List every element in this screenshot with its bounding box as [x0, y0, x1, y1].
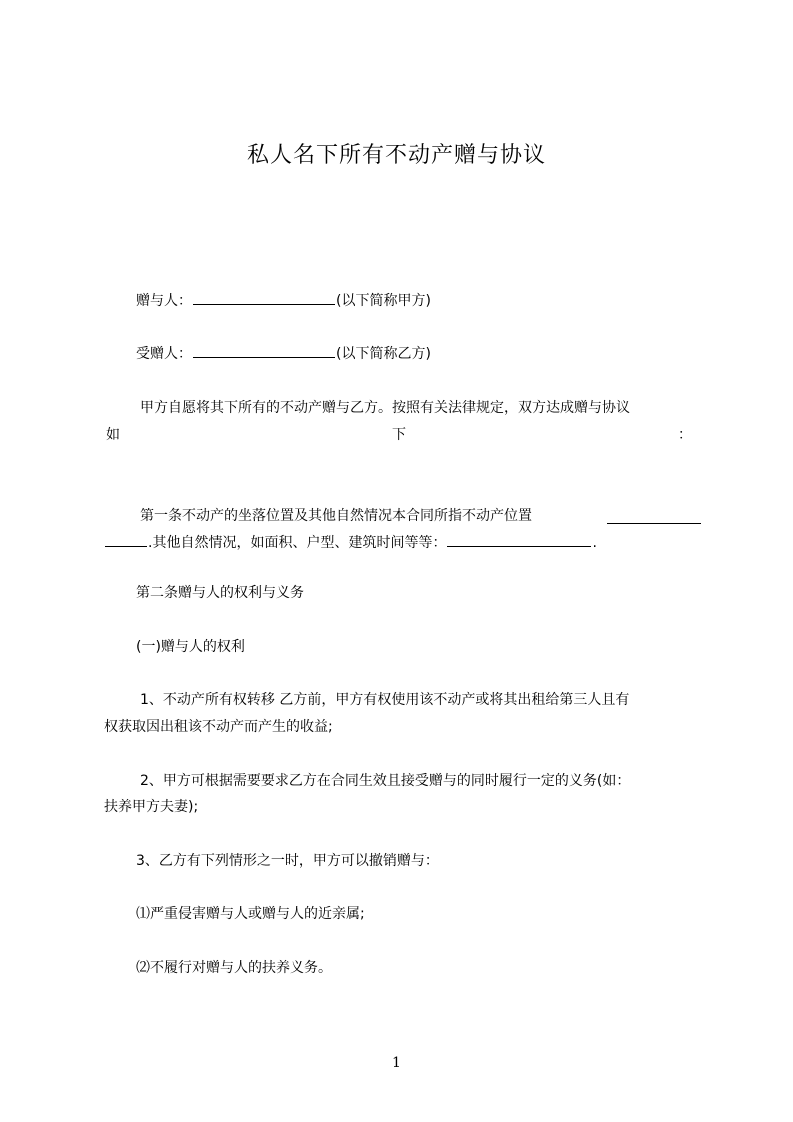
donor-blank — [193, 290, 335, 305]
page-title: 私人名下所有不动产赠与协议 — [246, 143, 546, 168]
donee-blank — [193, 343, 335, 358]
page-number: 1 — [392, 1055, 401, 1071]
article1-line-1 — [140, 506, 532, 526]
item2-line-2: 扶养甲方夫妻); — [104, 799, 199, 815]
location-blank-1 — [607, 509, 701, 524]
item1-line-1: 1、不动产所有权转移 乙方前，甲方有权使用该不动产或将其出租给第三人且有 — [140, 692, 630, 708]
donor-label: 赠与人： — [136, 293, 192, 309]
article2-heading: 第二条赠与人的权利与义务 — [136, 585, 304, 601]
intro-ru: 如 — [106, 427, 120, 443]
donee-line — [136, 343, 431, 364]
intro-line-2 — [106, 425, 692, 445]
other-info-blank — [447, 532, 591, 547]
item1-line-2: 权获取因出租该不动产而产生的收益; — [104, 719, 333, 735]
donee-suffix: (以下简称乙方) — [336, 346, 431, 362]
sub-item-2: ⑵不履行对赠与人的扶养义务。 — [136, 960, 332, 976]
article1-other: .其他自然情况，如面积、户型、建筑时间等等： — [148, 535, 447, 551]
intro-xia: 下 — [392, 427, 406, 443]
donor-suffix: (以下简称甲方) — [336, 293, 431, 309]
intro-line-1: 甲方自愿将其下所有的不动产赠与乙方。按照有关法律规定，双方达成赠与协议 — [140, 400, 630, 416]
location-blank-2 — [105, 532, 147, 547]
sub-item-1: ⑴严重侵害赠与人或赠与人的近亲属; — [136, 906, 365, 922]
rights-heading: (一)赠与人的权利 — [136, 639, 245, 655]
donee-label: 受赠人： — [136, 346, 192, 362]
item2-line-1: 2、甲方可根据需要要求乙方在合同生效且接受赠与的同时履行一定的义务(如： — [140, 773, 631, 789]
article1-end: . — [592, 535, 597, 551]
article1-text: 第一条不动产的坐落位置及其他自然情况本合同所指不动产位置 — [140, 508, 532, 524]
intro-colon: ： — [678, 427, 692, 443]
donor-line — [136, 290, 431, 311]
item3: 3、乙方有下列情形之一时，甲方可以撤销赠与： — [136, 853, 439, 869]
article1-line-2 — [104, 532, 597, 553]
